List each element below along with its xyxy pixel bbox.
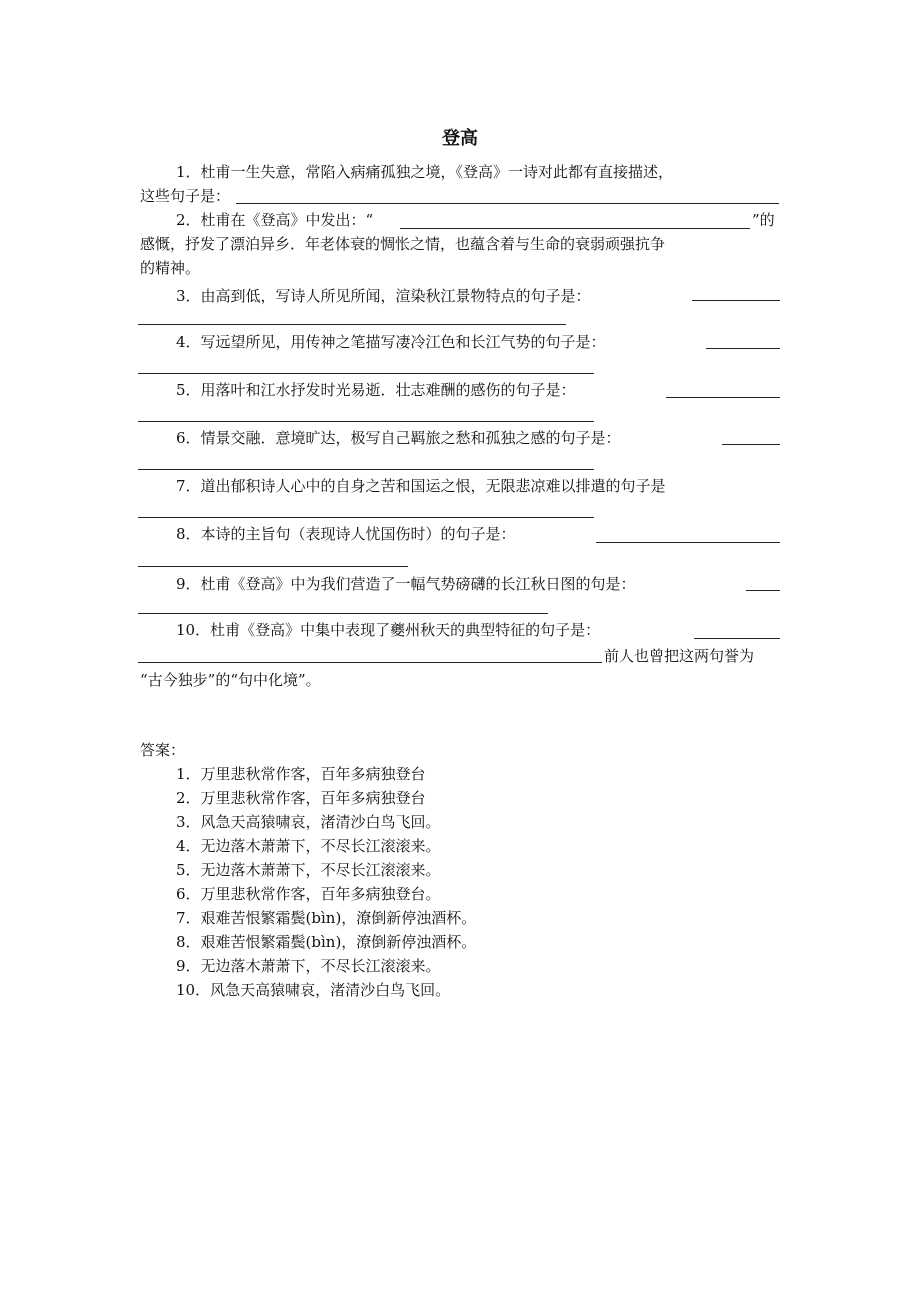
answer-blank[interactable] xyxy=(694,638,780,639)
question-2 xyxy=(176,210,373,230)
answer-item: 5．无边落木萧萧下，不尽长江滚滚来。 xyxy=(176,861,441,879)
question-text: 写远望所见，用传神之笔描写凄冷江色和长江气势的句子是： xyxy=(200,333,606,351)
answer-blank[interactable] xyxy=(138,373,594,374)
question-text: 杜甫《登高》中集中表现了夔州秋天的典型特征的句子是： xyxy=(210,621,601,639)
question-5 xyxy=(176,380,576,400)
question-text: 由高到低，写诗人所见所闻，渲染秋江景物特点的句子是： xyxy=(200,287,591,305)
question-number: 1． xyxy=(176,163,201,181)
question-text: 情景交融．意境旷达，极写自己羁旅之愁和孤独之感的句子是： xyxy=(200,429,621,447)
question-10 xyxy=(176,620,600,640)
question-6 xyxy=(176,428,621,448)
question-2-line3: 的精神。 xyxy=(140,259,201,277)
answer-item: 2．万里悲秋常作客，百年多病独登台 xyxy=(176,789,426,807)
answer-blank[interactable] xyxy=(706,348,780,349)
question-number: 10． xyxy=(176,621,211,639)
answer-item: 4．无边落木萧萧下，不尽长江滚滚来。 xyxy=(176,837,441,855)
answer-blank[interactable] xyxy=(666,397,780,398)
answer-item: 1．万里悲秋常作客，百年多病独登台 xyxy=(176,765,426,783)
answer-blank[interactable] xyxy=(138,662,602,663)
question-10-line3: “古今独步”的“句中化境”。 xyxy=(140,671,321,689)
question-text: 这些句子是： xyxy=(140,187,231,205)
answer-blank[interactable] xyxy=(722,444,780,445)
answer-item: 7．艰难苦恨繁霜鬓(bìn)，潦倒新停浊酒杯。 xyxy=(176,909,477,927)
answer-blank[interactable] xyxy=(596,542,780,543)
question-text: 用落叶和江水抒发时光易逝．壮志难酬的感伤的句子是： xyxy=(200,381,576,399)
answer-blank[interactable] xyxy=(138,324,566,325)
answer-blank[interactable] xyxy=(138,469,594,470)
question-number: 5． xyxy=(176,381,201,399)
question-number: 9． xyxy=(176,575,201,593)
answer-blank[interactable] xyxy=(138,613,548,614)
question-number: 2． xyxy=(176,211,201,229)
question-4 xyxy=(176,332,606,352)
question-text: 本诗的主旨句（表现诗人忧国伤时）的句子是： xyxy=(200,525,516,543)
question-3 xyxy=(176,286,591,306)
question-text: 杜甫《登高》中为我们营造了一幅气势磅礴的长江秋日图的句是： xyxy=(200,575,636,593)
answer-blank[interactable] xyxy=(138,421,594,422)
answer-blank[interactable] xyxy=(138,566,408,567)
answer-blank[interactable] xyxy=(400,228,750,229)
answer-item: 9．无边落木萧萧下，不尽长江滚滚来。 xyxy=(176,957,441,975)
page-title: 登高 xyxy=(442,128,478,149)
answer-blank[interactable] xyxy=(746,590,780,591)
answer-blank[interactable] xyxy=(692,300,780,301)
question-number: 4． xyxy=(176,333,201,351)
question-number: 7． xyxy=(176,477,201,495)
answer-item: 10．风急天高猿啸哀，渚清沙白鸟飞回。 xyxy=(176,981,451,999)
question-2-line2: 感慨，抒发了漂泊异乡．年老体衰的惆怅之情，也蕴含着与生命的衰弱顽强抗争 xyxy=(140,235,666,253)
question-9 xyxy=(176,574,636,594)
question-text: 道出郁积诗人心中的自身之苦和国运之恨，无限悲凉难以排遣的句子是 xyxy=(200,477,666,495)
answer-item: 8．艰难苦恨繁霜鬓(bìn)，潦倒新停浊酒杯。 xyxy=(176,933,477,951)
question-number: 6． xyxy=(176,429,201,447)
question-2-post: ”的 xyxy=(752,211,775,229)
question-1-line2 xyxy=(140,186,230,206)
question-text: 杜甫一生失意，常陷入病痛孤独之境，《登高》一诗对此都有直接描述， xyxy=(200,163,674,181)
question-7 xyxy=(176,476,666,496)
answers-label: 答案： xyxy=(140,741,186,759)
answer-item: 3．风急天高猿啸哀，渚清沙白鸟飞回。 xyxy=(176,813,441,831)
question-number: 8． xyxy=(176,525,201,543)
question-1 xyxy=(176,162,673,182)
question-8 xyxy=(176,524,516,544)
answer-blank[interactable] xyxy=(236,203,779,204)
question-10-line2: 前人也曾把这两句誉为 xyxy=(604,647,755,665)
question-text: 杜甫在《登高》中发出：“ xyxy=(200,211,374,229)
question-number: 3． xyxy=(176,287,201,305)
answer-item: 6．万里悲秋常作客，百年多病独登台。 xyxy=(176,885,441,903)
answer-blank[interactable] xyxy=(138,517,594,518)
